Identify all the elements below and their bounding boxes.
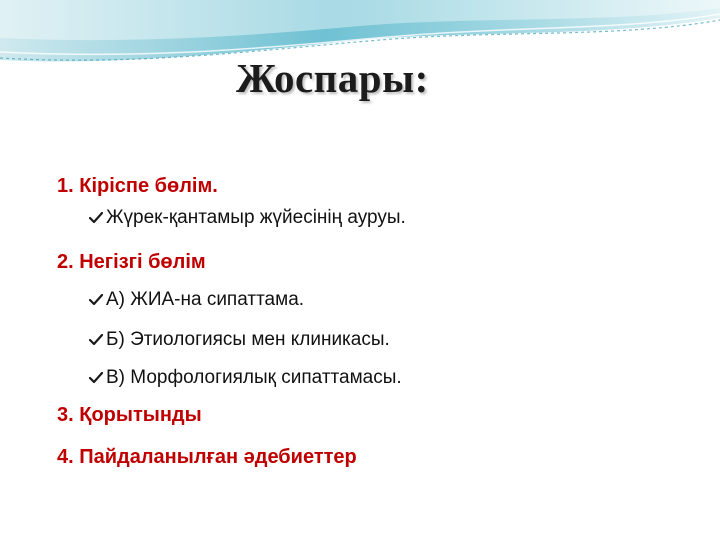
- agenda-bullet-text: В) Морфологиялық сипаттамасы.: [106, 367, 402, 388]
- agenda-bullet-text: Б) Этиологиясы мен клиникасы.: [106, 329, 390, 350]
- agenda-bullet-item: [88, 367, 402, 389]
- agenda-heading-conclusion: 3. Қорытынды: [57, 404, 202, 426]
- agenda-heading-introduction: 1. Кіріспе бөлім.: [57, 175, 218, 197]
- checkmark-icon: [88, 210, 104, 226]
- checkmark-icon: [88, 332, 104, 348]
- agenda-bullet-text: А) ЖИА-на сипаттама.: [106, 289, 305, 310]
- agenda-bullet-text: Жүрек-қантамыр жүйесінің ауруы.: [106, 207, 406, 228]
- agenda-bullet-item: [88, 289, 304, 311]
- slide-title: Жоспары:: [236, 55, 429, 101]
- agenda-bullet-item: [88, 329, 390, 351]
- checkmark-icon: [88, 292, 104, 308]
- checkmark-icon: [88, 370, 104, 386]
- agenda-heading-main-part: 2. Негізгі бөлім: [57, 251, 206, 273]
- agenda-heading-references: 4. Пайдаланылған әдебиеттер: [57, 446, 357, 468]
- agenda-bullet-item: [88, 207, 406, 229]
